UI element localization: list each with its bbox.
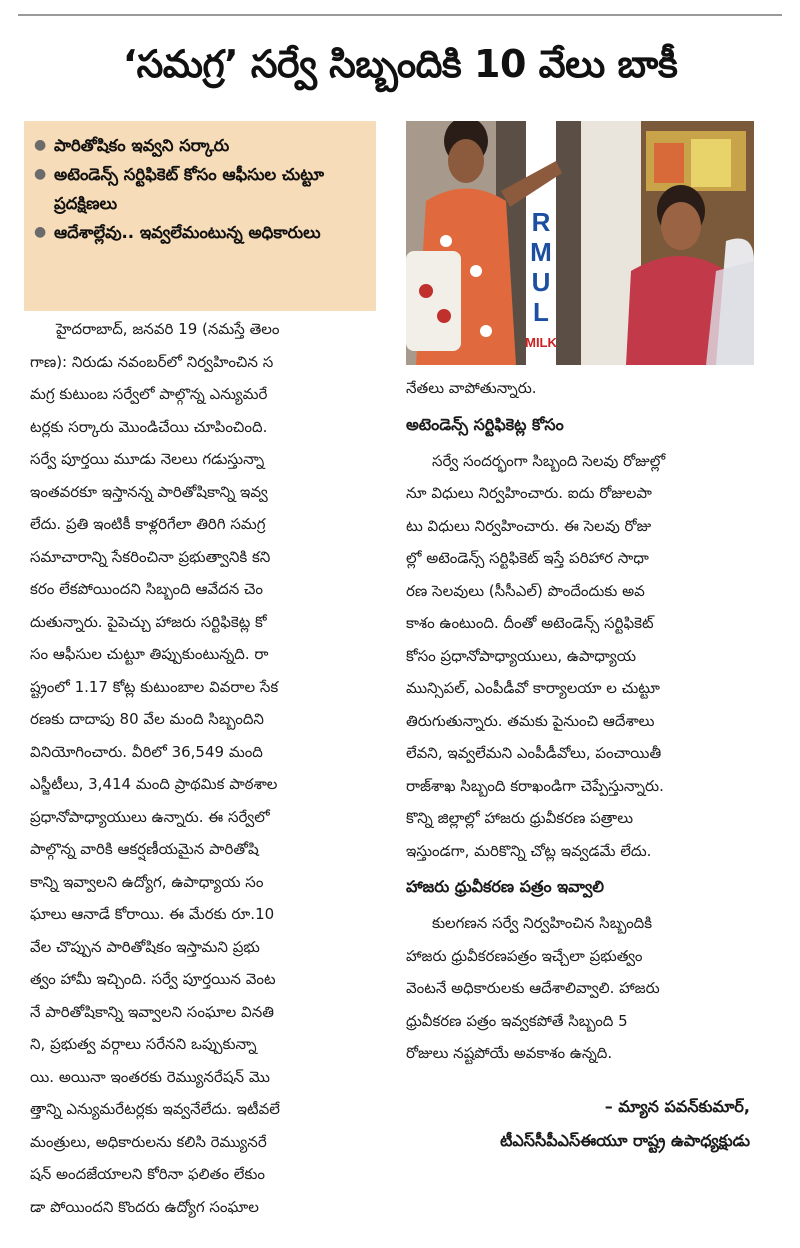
article-line: యి. అయినా ఇంతరకు రెమ్యునరేషన్ మొ <box>30 1067 270 1086</box>
highlights-box <box>24 121 376 311</box>
article-line: లేదు. ప్రతి ఇంటికీ కాళ్లరిగేలా తిరిగి సమగ్ర <box>30 515 266 533</box>
article-line: హాజరు ధ్రువీకరణపత్రం ఇచ్చేలా ప్రభుత్వం <box>406 946 643 965</box>
article-line: మంత్రులు, అధికారులను కలిసి రెమ్యునరే <box>30 1132 267 1151</box>
article-line: నూ విధులు నిర్వహించారు. ఐదు రోజులపా <box>406 484 652 502</box>
bullet-icon: ● <box>34 166 47 182</box>
article-line: ష్ట్రంలో 1.17 కోట్ల కుటుంబాల వివరాల సేక <box>30 677 279 696</box>
photo-illustration <box>406 121 754 365</box>
article-line: కాశం ఉంటుంది. దీంతో అటెండెన్స్ సర్టిఫికెట్ <box>406 614 654 632</box>
article-line: షన్ అందజేయాలని కోరినా ఫలితం లేకుం <box>30 1165 265 1183</box>
article-line: వేల చొప్పున పారితోషికం ఇస్తామని ప్రభు <box>30 937 260 956</box>
svg-text:MILK: MILK <box>525 335 557 350</box>
article-line: టర్లకు సర్కారు మొండిచేయి చూపించింది. <box>30 417 268 436</box>
article-line: ఘాలు ఆనాడే కోరాయి. ఈ మేరకు రూ.10 <box>30 905 275 923</box>
article-line: మగ్ర కుటుంబ సర్వేలో పాల్గొన్న ఎన్యుమరే <box>30 385 268 403</box>
article-line: సమాచారాన్ని సేకరించినా ప్రభుత్వానికి కని <box>30 547 271 566</box>
article-line: రణకు దాదాపు 80 వేల మంది సిబ్బందిని <box>30 710 264 728</box>
article-line: దుతున్నారు. పైపెచ్చు హాజరు సర్టిఫికెట్ల కో <box>30 612 267 631</box>
article-line: తిరుగుతున్నారు. తమకు పైనుంచి ఆదేశాలు <box>406 711 655 730</box>
article-line: కులగణన సర్వే నిర్వహించిన సిబ్బందికి <box>432 914 653 932</box>
article-line: రోజులు నష్టపోయే అవకాశం ఉన్నది. <box>406 1044 613 1062</box>
headline: ‘సమగ్ర’ సర్వే సిబ్బందికి 10 వేలు బాకీ <box>122 42 678 86</box>
article-line: టు విధులు నిర్వహించారు. ఈ సెలవు రోజు <box>406 516 652 535</box>
left-column <box>30 313 382 1223</box>
highlight-item: ● పారితోషికం ఇవ్వని సర్కారు <box>34 131 368 160</box>
byline-title: టీఎస్‌సీపీఎస్ఈయూ రాష్ట్ర ఉపాధ్యక్షుడు <box>500 1130 750 1150</box>
article-line: రాజ్‌శాఖ సిబ్బంది కరాఖండిగా చెప్పేస్తున్నారు. <box>406 776 664 795</box>
byline-name: – మ్యాన పవన్‌కుమార్, <box>604 1096 750 1116</box>
article-line: ఇంతవరకూ ఇస్తానన్న పారితోషికాన్ని ఇవ్వ <box>30 482 268 501</box>
article-line: ప్రధానోపాధ్యాయులు ఉన్నారు. ఈ సర్వేలో <box>30 807 270 826</box>
article-line: సం ఆఫీసుల చుట్టూ తిప్పుకుంటున్నది. రా <box>30 645 269 663</box>
article-line: ల్లో అటెండెన్స్ సర్టిఫికెట్ ఇస్తే పరిహార సాధా <box>406 549 649 567</box>
article-line: హైదరాబాద్, జనవరి 19 (నమస్తే తెలం <box>56 320 280 338</box>
subheading-certificate: హాజరు ధ్రువీకరణ పత్రం ఇవ్వాలి <box>406 877 605 896</box>
article-line: లేవని, ఇవ్వలేమని ఎంపీడీవోలు, పంచాయితీ <box>406 744 662 762</box>
article-line: పాల్గొన్న వారికి ఆకర్షణీయమైన పారితోషి <box>30 840 259 858</box>
article-line: సర్వే పూర్తయి మూడు నెలలు గడుస్తున్నా <box>30 450 265 468</box>
article-line: వినియోగించారు. వీరిలో 36,549 మంది <box>30 742 263 761</box>
subheading-attendance: అటెండెన్స్ సర్టిఫికెట్ల కోసం <box>406 414 564 434</box>
svg-text:U: U <box>531 267 551 297</box>
right-column <box>406 372 756 1158</box>
article-line: కాన్ని ఇవ్వాలని ఉద్యోగ, ఉపాధ్యాయ సం <box>30 872 264 891</box>
article-line: డా పోయిందని కొందరు ఉద్యోగ సంఘాల <box>30 1197 259 1216</box>
article-line: ఇస్తుండగా, మరికొన్ని చోట్ల ఇవ్వడమే లేదు. <box>406 841 652 860</box>
article-line: నే పారితోషికాన్ని ఇవ్వాలని సంఘాల వినతి <box>30 1002 274 1021</box>
article-line: గాణ): నిరుడు నవంబర్‌లో నిర్వహించిన స <box>30 352 274 371</box>
article-line: ఎస్జీటీలు, 3,414 మంది ప్రాథమిక పాఠశాల <box>30 775 278 793</box>
highlight-item: ● అటెండెన్స్ సర్టిఫికెట్ కోసం ఆఫీసుల చుట్టూ ప్రదక్షిణలు <box>34 160 368 218</box>
article-line: రణ సెలవులు (సీసీఎల్) పొందేందుకు అవ <box>406 581 645 600</box>
bullet-icon: ● <box>34 137 47 153</box>
news-photo <box>406 121 754 365</box>
article-line: ధ్రువీకరణ పత్రం ఇవ్వకపోతే సిబ్బంది 5 <box>406 1011 628 1030</box>
article-line: కోసం ప్రధానోపాధ్యాయులు, ఉపాధ్యాయ <box>406 646 637 665</box>
article-line: నేతలు వాపోతున్నారు. <box>406 379 537 397</box>
bullet-icon: ● <box>34 224 47 240</box>
article-line: ని, ప్రభుత్వ వర్గాలు సరేనని ఒప్పుకున్నా <box>30 1035 257 1053</box>
svg-text:R: R <box>531 207 551 237</box>
top-rule <box>18 14 782 16</box>
article-line: మున్సిపల్, ఎంపీడీవో కార్యాలయా ల చుట్టూ <box>406 679 660 697</box>
article-line: వెంటనే అధికారులకు ఆదేశాలివ్వాలి. హాజరు <box>406 979 660 997</box>
article-line: త్వం హామీ ఇచ్చింది. సర్వే పూర్తయిన వెంట <box>30 970 276 988</box>
article-line: కొన్ని జిల్లాల్లో హాజరు ధ్రువీకరణ పత్రాలు <box>406 809 634 827</box>
svg-text:M: M <box>530 237 552 267</box>
article-line: కరం లేకపోయిందని సిబ్బంది ఆవేదన చెం <box>30 580 264 598</box>
article-line: సర్వే సందర్భంగా సిబ్బంది సెలవు రోజుల్లో <box>432 451 666 470</box>
article-line: త్తాన్ని ఎన్యుమరేటర్లకు ఇవ్వనేలేదు. ఇటీవలే <box>30 1100 280 1118</box>
highlight-item: ● ఆదేశాల్లేవు.. ఇవ్వలేమంటున్న అధికారులు <box>34 218 368 247</box>
svg-text:L: L <box>533 297 549 327</box>
